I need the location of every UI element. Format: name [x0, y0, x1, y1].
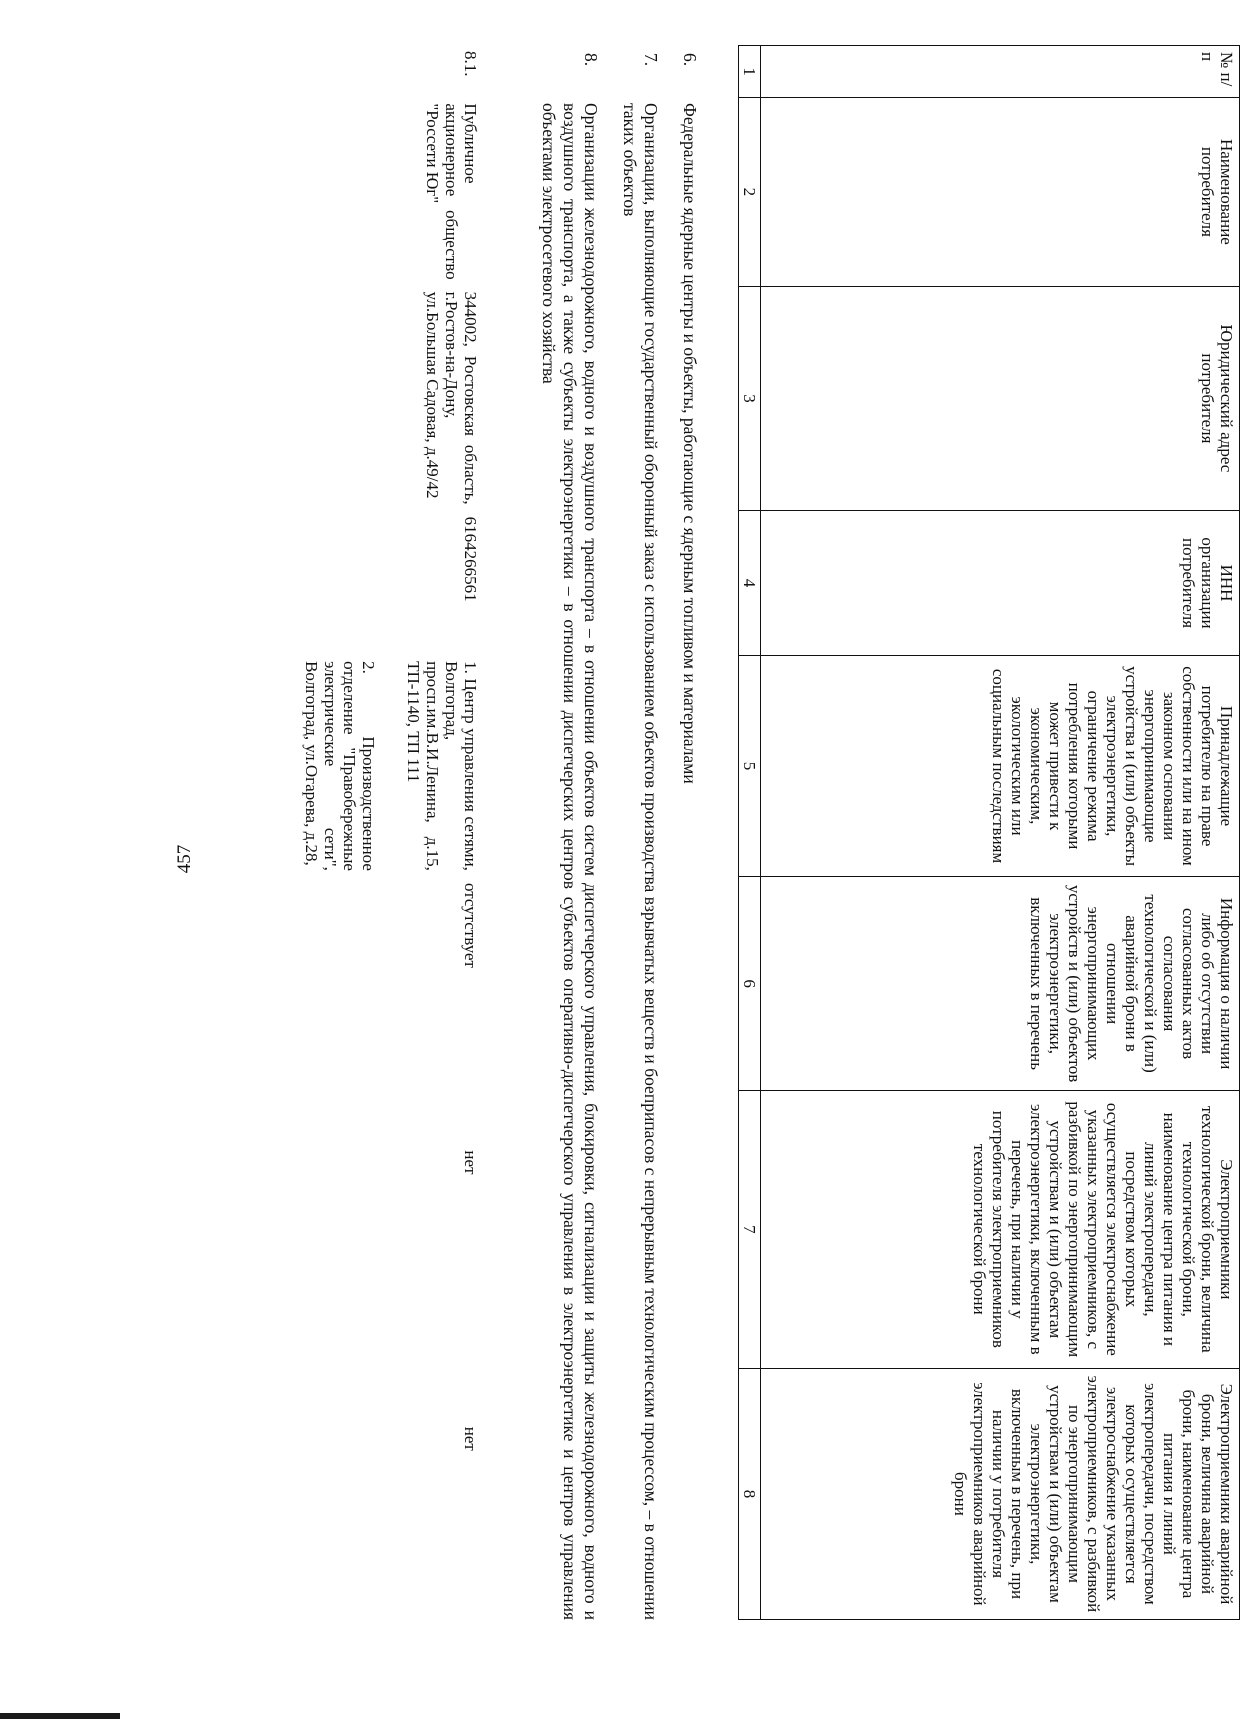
column-number: 4 [739, 511, 761, 655]
section-number: 7. [641, 53, 661, 67]
row-emergency-reserve: нет [461, 1426, 480, 1451]
section-list [520, 45, 700, 1620]
table-header-row [761, 46, 1240, 1620]
row-objects [302, 655, 480, 877]
column-numbers-row [739, 46, 761, 1620]
section-text: Федеральные ядерные центры и объекты, работающие с ядерным топливом и материалами [680, 103, 700, 784]
header-legal-address: Юридический адрес потребителя [761, 286, 1240, 511]
rotated-page-content [40, 45, 1240, 1670]
entries-table [302, 45, 480, 1620]
column-number: 1 [739, 46, 761, 98]
column-number: 8 [739, 1368, 761, 1619]
row-consumer-name: Публичное акционерное общество "Россети Юг" [423, 103, 480, 280]
section-number: 6. [680, 53, 700, 67]
column-number: 3 [739, 286, 761, 511]
consumers-table [738, 45, 1240, 1620]
column-number: 7 [739, 1090, 761, 1368]
section-item [619, 45, 661, 1620]
section-item [538, 45, 601, 1620]
column-number: 6 [739, 877, 761, 1090]
section-text: Организации, выполняющие государственный оборонный заказ с использованием объектов производства взрывчатых веществ и боеприпасов с непрерывным технологическим процессом, – в отношении таких объектов [620, 103, 661, 1620]
row-object-item: 2. Производственное отделение "Правобережные электрические сети", Волгоград, ул.Огарева, д.28, [302, 661, 378, 871]
table-row [302, 45, 480, 1620]
header-emergency-reserve: Электроприемники аварийной брони, величина аварийной брони, наименование центра питания и линий электропередачи, посредством которых осуществляется электроснабжение указанных электроприемников, с разбивкой по энергопринимающим устройствам и (или) объектам электроэнергетики, включенным в перечень, при наличии у потребителя электроприемников аварийной брони [761, 1368, 1240, 1619]
header-acts-info: Информация о наличии либо об отсутствии согласованных актов согласования технологической и (или) аварийной брони в отношении энергопринимающих устройств и (или) объектов электроэнергетики, включенных в перечень [761, 877, 1240, 1090]
row-technological-reserve: нет [461, 1150, 480, 1175]
section-number: 8. [581, 53, 601, 67]
row-object-item: 1. Центр управления сетями, Волгоград, просп.им.В.И.Ленина, д.15, ТП-1140, ТП 111 [404, 661, 480, 871]
row-legal-address: 344002, Ростовская область, г.Ростов-на-Дону, ул.Большая Садовая, д.49/42 [423, 291, 480, 505]
column-number: 2 [739, 98, 761, 286]
section-item [679, 45, 700, 1620]
scan-edge-mark [0, 1713, 120, 1719]
header-technological-reserve: Электроприемники технологической брони, величина технологической брони, наименование центра питания и линий электропередачи, посредством которых осуществляется электроснабжение указанных электроприемников, с разбивкой по энергопринимающим устройствам и (или) объектам электроэнергетики, включенным в перечень, при наличии у потребителя электроприемников технологической брони [761, 1090, 1240, 1368]
row-inn: 6164266561 [461, 516, 480, 602]
header-objects: Принадлежащие потребителю на праве собственности или на ином законном основании энергопринимающие устройства и (или) объекты электроэнергетики, ограничение режима потребления которыми может привести к экономическим, экологическим или социальным последствиям [761, 655, 1240, 877]
section-text: Организации железнодорожного, водного и воздушного транспорта – в отношении объектов систем диспетчерского управления, блокировки, сигнализации и защиты железнодорожного, водного и воздушного транспорта, а также субъекты электроэнергетики – в отношении диспетчерских центров субъектов оперативно-диспетчерского управления в электроэнергетике и центров управления объектами электросетевого хозяйства [539, 103, 601, 1620]
row-number: 8.1. [461, 51, 480, 77]
header-inn: ИНН организации потребителя [761, 511, 1240, 655]
row-acts-info: отсутствует [461, 882, 480, 968]
page-number: 457 [174, 844, 195, 874]
header-number: № п/п [761, 46, 1240, 98]
header-consumer-name: Наименование потребителя [761, 98, 1240, 286]
column-number: 5 [739, 655, 761, 877]
